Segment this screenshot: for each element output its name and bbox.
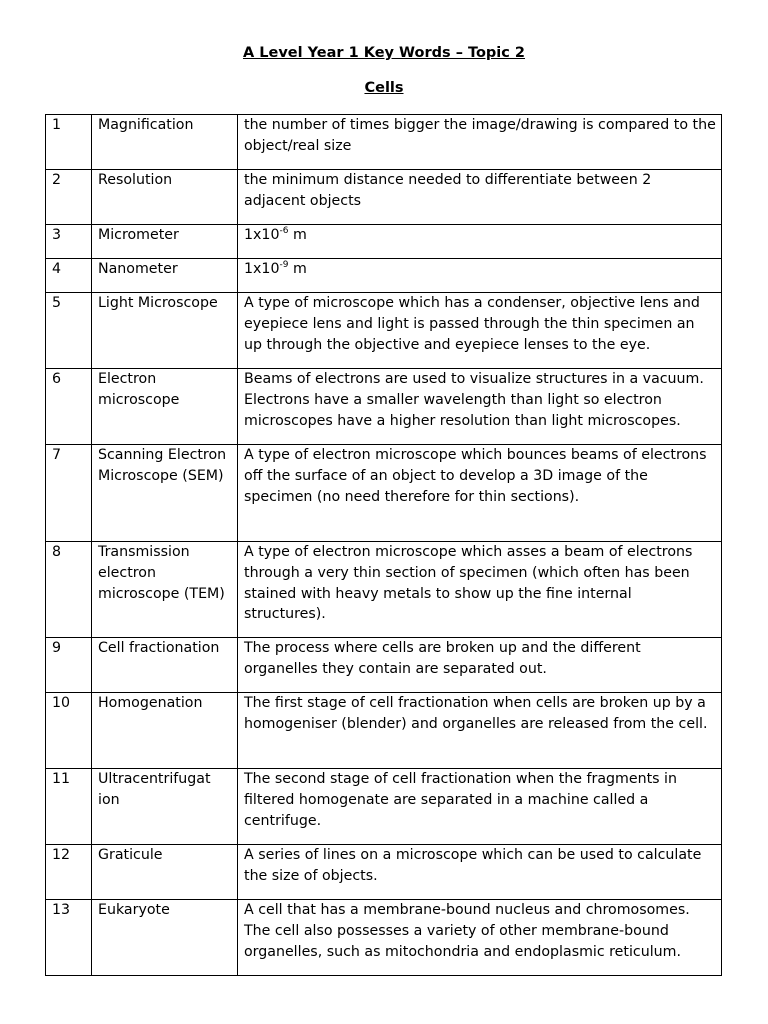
key-word-definition [238, 259, 722, 293]
key-word-definition: A type of microscope which has a condenser, objective lens and eyepiece lens and light is passed through the thin specimen an up through the objective and eyepiece lenses to the eye. [238, 293, 722, 369]
key-words-table [45, 114, 722, 976]
row-number: 4 [46, 259, 92, 293]
row-number: 3 [46, 225, 92, 259]
key-word-definition: A series of lines on a microscope which can be used to calculate the size of objects. [238, 845, 722, 900]
definition-unit: m [288, 227, 307, 243]
row-number: 2 [46, 170, 92, 225]
table-row [46, 369, 722, 445]
key-word-term: Nanometer [92, 259, 238, 293]
definition-unit: m [288, 261, 307, 277]
key-word-definition: The first stage of cell fractionation when cells are broken up by a homogeniser (blender) and organelles are released from the cell. [238, 693, 722, 769]
row-number: 1 [46, 115, 92, 170]
table-row [46, 170, 722, 225]
key-word-term: Electron microscope [92, 369, 238, 445]
table-row [46, 445, 722, 542]
table-row [46, 900, 722, 976]
key-word-term: Resolution [92, 170, 238, 225]
key-word-definition [238, 225, 722, 259]
definition-exponent: -6 [279, 226, 289, 236]
table-row [46, 769, 722, 845]
key-word-definition: A type of electron microscope which asses a beam of electrons through a very thin section of specimen (which often has been stained with heavy metals to show up the fine internal structures). [238, 542, 722, 638]
table-row [46, 542, 722, 638]
key-word-definition: Beams of electrons are used to visualize structures in a vacuum. Electrons have a smaller wavelength than light so electron microscopes have a higher resolution than light microscopes. [238, 369, 722, 445]
key-word-term: Magnification [92, 115, 238, 170]
table-row [46, 115, 722, 170]
key-word-term: Scanning Electron Microscope (SEM) [92, 445, 238, 542]
definition-base: 1x10 [244, 227, 280, 243]
row-number: 7 [46, 445, 92, 542]
key-word-term: Eukaryote [92, 900, 238, 976]
row-number: 12 [46, 845, 92, 900]
key-word-term: Transmission electron microscope (TEM) [92, 542, 238, 638]
key-word-term: Graticule [92, 845, 238, 900]
table-row [46, 845, 722, 900]
table-row [46, 293, 722, 369]
table-row [46, 638, 722, 693]
key-word-definition: The second stage of cell fractionation when the fragments in filtered homogenate are separated in a machine called a centrifuge. [238, 769, 722, 845]
table-row [46, 693, 722, 769]
key-word-term: Light Microscope [92, 293, 238, 369]
key-word-definition: A type of electron microscope which bounces beams of electrons off the surface of an object to develop a 3D image of the specimen (no need therefore for thin sections). [238, 445, 722, 542]
definition-base: 1x10 [244, 261, 280, 277]
row-number: 11 [46, 769, 92, 845]
row-number: 10 [46, 693, 92, 769]
key-word-term: Ultracentrifugat ion [92, 769, 238, 845]
key-word-definition: the number of times bigger the image/drawing is compared to the object/real size [238, 115, 722, 170]
row-number: 5 [46, 293, 92, 369]
table-row [46, 259, 722, 293]
table-row [46, 225, 722, 259]
key-word-definition: A cell that has a membrane-bound nucleus and chromosomes. The cell also possesses a variety of other membrane-bound organelles, such as mitochondria and endoplasmic reticulum. [238, 900, 722, 976]
key-word-definition: the minimum distance needed to differentiate between 2 adjacent objects [238, 170, 722, 225]
row-number: 8 [46, 542, 92, 638]
row-number: 6 [46, 369, 92, 445]
document-subtitle: Cells [364, 80, 404, 96]
key-word-term: Homogenation [92, 693, 238, 769]
row-number: 9 [46, 638, 92, 693]
definition-exponent: -9 [279, 260, 289, 270]
key-word-definition: The process where cells are broken up and the different organelles they contain are separated out. [238, 638, 722, 693]
row-number: 13 [46, 900, 92, 976]
document-title: A Level Year 1 Key Words – Topic 2 [242, 45, 526, 61]
key-word-term: Micrometer [92, 225, 238, 259]
key-word-term: Cell fractionation [92, 638, 238, 693]
